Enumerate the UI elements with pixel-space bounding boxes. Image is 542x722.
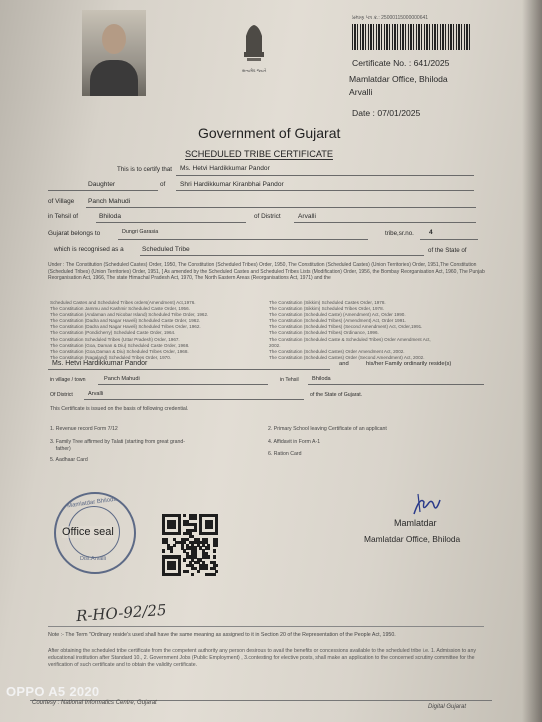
resident-district: Arvalli <box>88 391 104 397</box>
qr-module <box>194 517 197 520</box>
qr-module <box>205 567 208 570</box>
order-item: The Constitution (Scheduled Castes) Order Amendment Act, 2002. <box>269 348 405 354</box>
national-emblem-icon <box>241 22 267 66</box>
applicant-name: Ms. Hetvi Hardikkumar Pandor <box>180 165 270 172</box>
courtesy-text: Courtesy : National Informatics Centre, Gujarat <box>32 700 157 706</box>
qr-module <box>178 573 181 576</box>
credentials-right <box>268 426 488 459</box>
orders-left-list <box>50 300 264 361</box>
resident-village-label: in village / town <box>50 377 86 383</box>
order-item: Scheduled Castes and Scheduled Tribes orders(Amendment) Act,1976. <box>50 300 196 305</box>
credentials-left <box>50 426 250 464</box>
credential-item: 3. Family Tree affirmed by Talati (starting from great grand- <box>50 438 186 445</box>
order-item: 2002. <box>269 342 281 348</box>
district-value: Arvalli <box>298 213 316 220</box>
resident-village: Panch Mahudi <box>104 376 140 382</box>
order-item: The Constitution (Sikkim) Scheduled Castes Order, 1978. <box>269 300 386 305</box>
office-seal-label: Office seal <box>62 526 114 538</box>
note-text: Note :- The Term "Ordinary reside's used shall have the same meaning as assigned to it in Section 20 of the Representation of the People Act, 1950. <box>48 632 396 638</box>
resident-name: Ms. Hetvi Hardikkumar Pandor <box>52 360 148 367</box>
government-title: Government of Gujarat <box>198 125 341 141</box>
office-line-1: Mamlatdar Office, Bhiloda <box>349 74 448 84</box>
orders-right-list <box>269 300 489 361</box>
qr-module <box>213 573 216 576</box>
order-item: The Constitution (Nagaland) Scheduled Tribes Order, 1970. <box>50 354 172 360</box>
order-item: The Constitution (Andaman and Nicobar Island) Scheduled Tribe Order, 1962. <box>50 312 209 318</box>
qr-module <box>183 514 186 517</box>
qr-module <box>173 544 176 547</box>
qr-module <box>197 570 200 573</box>
and-label: and <box>339 361 349 367</box>
basis-text: This Certificate is issued on the basis of following credential. <box>50 406 189 412</box>
order-item: The Constitution (Scheduled Tribes) (Amendment) Act, Order 1991. <box>269 318 407 324</box>
qr-module <box>183 558 186 561</box>
barcode <box>352 24 470 50</box>
order-item: The Constitution (Dadra and Nagar Haveli) Scheduled Caste Order, 1962. <box>50 318 201 324</box>
after-text: After obtaining the scheduled tribe certificate from the competent authority any person desirous to avail the benefits or concessions available to the scheduled tribe i.e. 1. Admission to any educational institution after Standard 10., 2. Government Jobs (Public Employment) , 3.contesting for elective posts, shall make an application to the concerned scrutiny committee for the verification of such certificate and to obtain the validity certificate. <box>48 648 476 668</box>
qr-module <box>215 564 218 567</box>
handwritten-reference: R-HO-92/25 <box>75 600 168 626</box>
qr-module <box>162 549 165 552</box>
qr-module <box>170 549 173 552</box>
district-label: of District <box>254 213 281 220</box>
qr-module <box>210 526 213 529</box>
order-item: The Constitution (Scheduled Tribes) Ordinance, 1996. <box>269 330 379 336</box>
camera-watermark: OPPO A5 2020 <box>6 684 100 699</box>
qr-module <box>215 544 218 547</box>
state-label: of the State of <box>428 247 467 254</box>
qr-module <box>213 555 216 558</box>
order-item: The Constitution (Scheduled Caste & Scheduled Tribes) Order Amendment Act, <box>269 336 431 342</box>
tehsil-label: in Tehsil of <box>48 213 79 220</box>
order-item: The Constitution (Goa, Daman & Diu) Scheduled Caste Order, 1968. <box>50 342 190 348</box>
edge-shadow <box>522 0 542 722</box>
qr-code <box>162 514 218 576</box>
resident-tehsil-label: in Tehsil <box>280 377 299 383</box>
parent-name: Shri Hardikkumar Kiranbhai Pandor <box>180 181 284 188</box>
issue-date: Date : 07/01/2025 <box>352 108 421 118</box>
signatory-office: Mamlatdar Office, Bhiloda <box>364 534 461 544</box>
resident-state-label: of the State of Gujarat. <box>310 392 363 398</box>
barcode-number: પ્રમાણ પત્ર ક્ર.: 25000115000000641 <box>352 15 429 21</box>
signatory-title: Mamlatdar <box>394 518 437 528</box>
order-item: The Constitution (Goa,Daman & Diu) Scheduled Tribes Order, 1968. <box>50 348 189 354</box>
applicant-photo <box>82 10 146 96</box>
qr-module <box>173 526 176 529</box>
emblem-caption: સત્યમેવ જયતે <box>242 68 267 73</box>
office-line-2: Arvalli <box>349 87 373 97</box>
order-item: The Constitution (Sikkim) Scheduled Tribes Order, 1978. <box>269 306 384 312</box>
village-value: Panch Mahudi <box>88 198 131 205</box>
qr-module <box>173 567 176 570</box>
qr-module <box>215 532 218 535</box>
credential-item: 4. Affidavit in Form A-1 <box>268 438 321 445</box>
qr-module <box>191 573 194 576</box>
family-label: his/her Family ordinarily reside(s) <box>366 361 452 367</box>
certificate-number: Certificate No. : 641/2025 <box>352 58 450 68</box>
qr-module <box>186 570 189 573</box>
credential-item: father) <box>50 446 71 453</box>
tribe-sr-value: 4 <box>429 229 433 236</box>
village-label: of Village <box>48 198 75 205</box>
qr-module <box>215 570 218 573</box>
credential-item: 6. Ration Card <box>268 451 302 458</box>
order-item: The Constitution (Pondicherry) Scheduled Caste Order, 1964. <box>50 330 176 336</box>
resident-district-label: Of District <box>50 392 73 398</box>
tribe-name: Dungri Garasia <box>122 229 159 235</box>
relation: Daughter <box>88 181 116 188</box>
recognised-label: which is recognised as a <box>54 246 124 253</box>
qr-module <box>213 549 216 552</box>
certify-prefix: This is to certify that <box>117 166 173 173</box>
qr-module <box>178 532 181 535</box>
digital-gujarat: Digital Gujarat <box>428 704 467 710</box>
order-item: The Constitution (Scheduled Tribes) (Second Amendment) Act, Order,1991. <box>269 324 423 330</box>
credential-item: 1. Revenue record Form 7/12 <box>50 426 118 432</box>
qr-module <box>207 546 210 549</box>
recognised-as: Scheduled Tribe <box>142 246 190 253</box>
signature-mark <box>410 492 442 518</box>
order-item: The Constitution Jammu and Kashmir Scheduled Caste Order, 1956. <box>50 306 190 312</box>
tribe-sr-label: tribe,sr.no. <box>385 230 414 237</box>
qr-module <box>194 529 197 532</box>
credential-item: 5. Aadhaar Card <box>50 456 88 463</box>
belongs-label: Gujarat belongs to <box>48 230 101 237</box>
tehsil-value: Bhiloda <box>99 213 121 220</box>
seal-ring-text: Mamlatdar Bhiloda <box>66 496 118 510</box>
order-item: The Constitution (Dadra and Nagar Haveli) Scheduled Tribes Order, 1962. <box>50 324 201 330</box>
certificate-title: SCHEDULED TRIBE CERTIFICATE <box>185 149 334 159</box>
resident-tehsil: Bhiloda <box>312 376 331 382</box>
order-item: The Constitution (Scheduled Castes) Order (Second Amendment) Act, 2002. <box>269 354 425 360</box>
of-label: of <box>160 181 166 188</box>
credential-item: 2. Primary School leaving Certificate of an applicant <box>268 426 387 432</box>
legal-text: Under : The Constitution (Scheduled Castes) Order, 1950, The Constitution (Scheduled Tribes) Order, 1950, The Constitution (Scheduled Castes) (Union Territories) Order, 1951,The Constitution (Scheduled Tribes) (Union Territories) Order, 1951, [ As amended by the Scheduled Castes and Scheduled Tribes Lists (Modification) Order, 1956, the Bombay Reorganisation Act, 1960, The Punjab Reorganisation Act, 1966, The state Himachal Pradesh Act, 1970, The North Eastern Areas (Reorganisations Act, 1971) and the <box>48 262 485 282</box>
order-item: The Constitution Scheduled Tribes (Uttar Pradesh) Order, 1967. <box>50 336 180 342</box>
qr-module <box>207 555 210 558</box>
order-item: The Constitution (Scheduled Caste) (Amendment) Act, Order 1990. <box>269 312 406 318</box>
seal-bottom-text: Dist.Arvalli <box>80 556 106 562</box>
